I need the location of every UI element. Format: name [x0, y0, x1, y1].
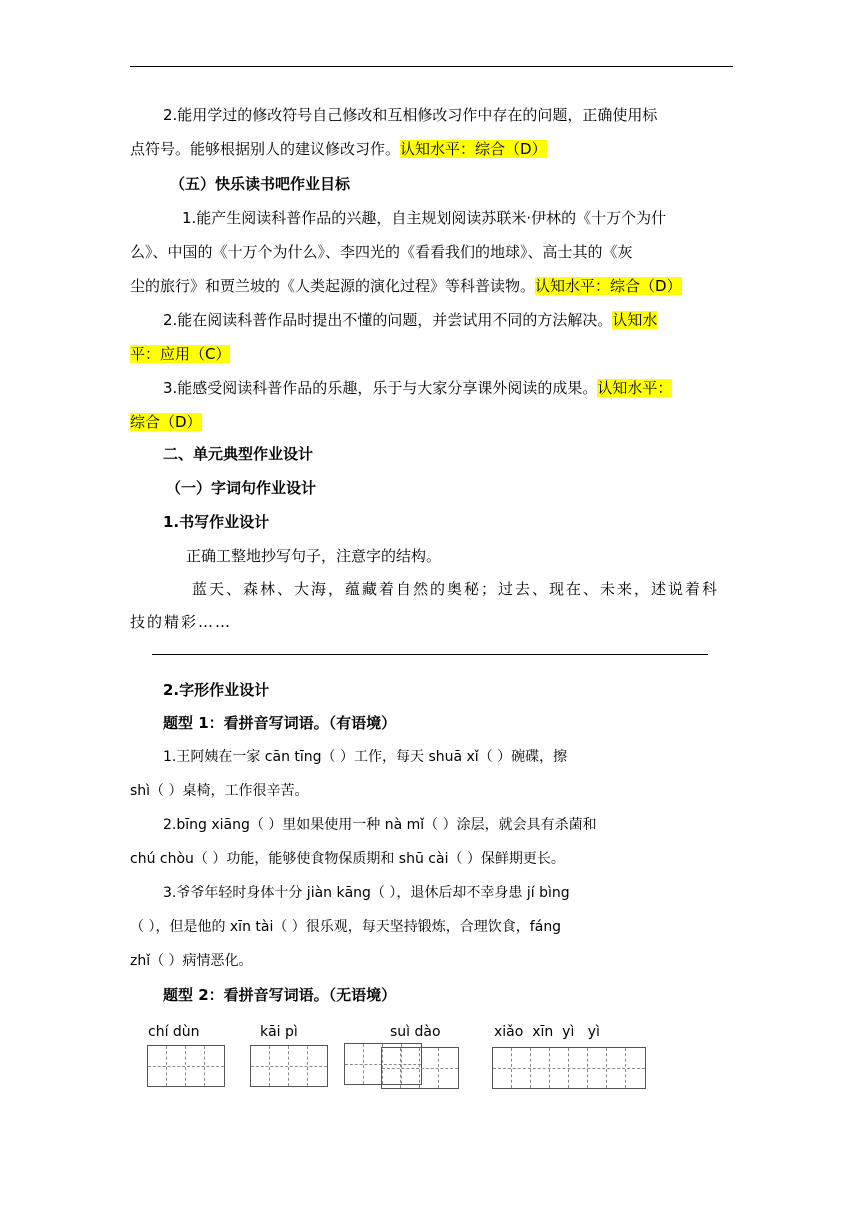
reading-heading: （五）快乐读书吧作业目标: [170, 175, 351, 193]
writing-grid-4[interactable]: [492, 1047, 646, 1089]
reading-item1-text: 尘的旅行》和贾兰坡的《人类起源的演化过程》等科普读物。: [130, 277, 536, 295]
cognitive-level-highlight: 认知水平：综合（D）: [400, 140, 547, 158]
s5-item2-line1: 2.能用学过的修改符号自己修改和互相修改习作中存在的问题，正确使用标: [163, 106, 658, 124]
cognitive-level-highlight: 认知水平：: [597, 379, 673, 397]
reading-item2-line2: [130, 344, 733, 364]
reading-item1-line2: 么》、中国的《十万个为什么》、李四光的《看看我们的地球》、高士其的《灰: [130, 243, 633, 261]
cognitive-level-highlight: 认知水平：综合（D）: [535, 277, 682, 295]
reading-item1-line3: [130, 276, 733, 296]
reading-item2-text: 2.能在阅读科普作品时提出不懂的问题，并尝试用不同的方法解决。: [163, 311, 613, 329]
q3-line1: 3.爷爷年轻时身体十分 jiàn kāng（ ），退休后却不幸身患 jí bìng: [163, 885, 570, 901]
writing-grid-3b[interactable]: [381, 1047, 459, 1089]
reading-item2-line1: [163, 310, 733, 330]
q1-line1: 1.王阿姨在一家 cān tīng（ ）工作，每天 shuā xǐ（ ）碗碟，擦: [163, 749, 568, 765]
pinyin-word-1: chí dùn: [148, 1024, 200, 1040]
q2-line2: chú chòu（ ）功能，能够使食物保质期和 shū cài（ ）保鲜期更长。: [130, 851, 565, 867]
writing-title: 1.书写作业设计: [163, 513, 270, 531]
part2-heading: 二、单元典型作业设计: [163, 445, 314, 463]
writing-instruction: 正确工整地抄写句子，注意字的结构。: [186, 547, 442, 565]
reading-item3-text: 3.能感受阅读科普作品的乐趣，乐于与大家分享课外阅读的成果。: [163, 379, 598, 397]
shape-title: 2.字形作业设计: [163, 681, 270, 699]
cognitive-level-highlight: 平：应用（C）: [130, 345, 231, 363]
q3-line3: zhǐ（ ）病情恶化。: [130, 953, 253, 969]
answer-line: [152, 654, 708, 655]
pinyin-word-4: xiǎo xīn yì yì: [494, 1024, 600, 1040]
q2-line1: 2.bīng xiāng（ ）里如果使用一种 nà mǐ（ ）涂层，就会具有杀菌和: [163, 817, 597, 833]
writing-grid-1[interactable]: [147, 1045, 225, 1087]
q3-line2: （ ），但是他的 xīn tài（ ）很乐观，每天坚持锻炼，合理饮食，fáng: [130, 919, 562, 935]
q1-line2: shì（ ）桌椅，工作很辛苦。: [130, 783, 309, 799]
part2-sub1: （一）字词句作业设计: [166, 479, 317, 497]
reading-item1-line1: 1.能产生阅读科普作品的兴趣，自主规划阅读苏联米·伊林的《十万个为什: [182, 209, 667, 227]
s5-item2-text: 点符号。能够根据别人的建议修改习作。: [130, 140, 401, 158]
header-rule: [130, 66, 733, 67]
pinyin-word-2: kāi pì: [260, 1024, 298, 1040]
copy-sentence-line1: 蓝天、森林、大海，蕴藏着自然的奥秘；过去、现在、未来，述说着科: [192, 580, 720, 598]
writing-grid-2[interactable]: [250, 1045, 328, 1087]
pinyin-word-3: suì dào: [390, 1024, 441, 1040]
reading-item3-line1: [163, 378, 733, 398]
reading-item3-line2: [130, 412, 733, 432]
type2-title: 题型 2：看拼音写词语。（无语境）: [163, 986, 397, 1004]
cognitive-level-highlight: 综合（D）: [130, 413, 202, 431]
s5-item2-line2: [130, 139, 733, 159]
copy-sentence-line2: 技的精彩……: [130, 613, 233, 631]
type1-title: 题型 1：看拼音写词语。（有语境）: [163, 714, 397, 732]
cognitive-level-highlight: 认知水: [612, 311, 658, 329]
